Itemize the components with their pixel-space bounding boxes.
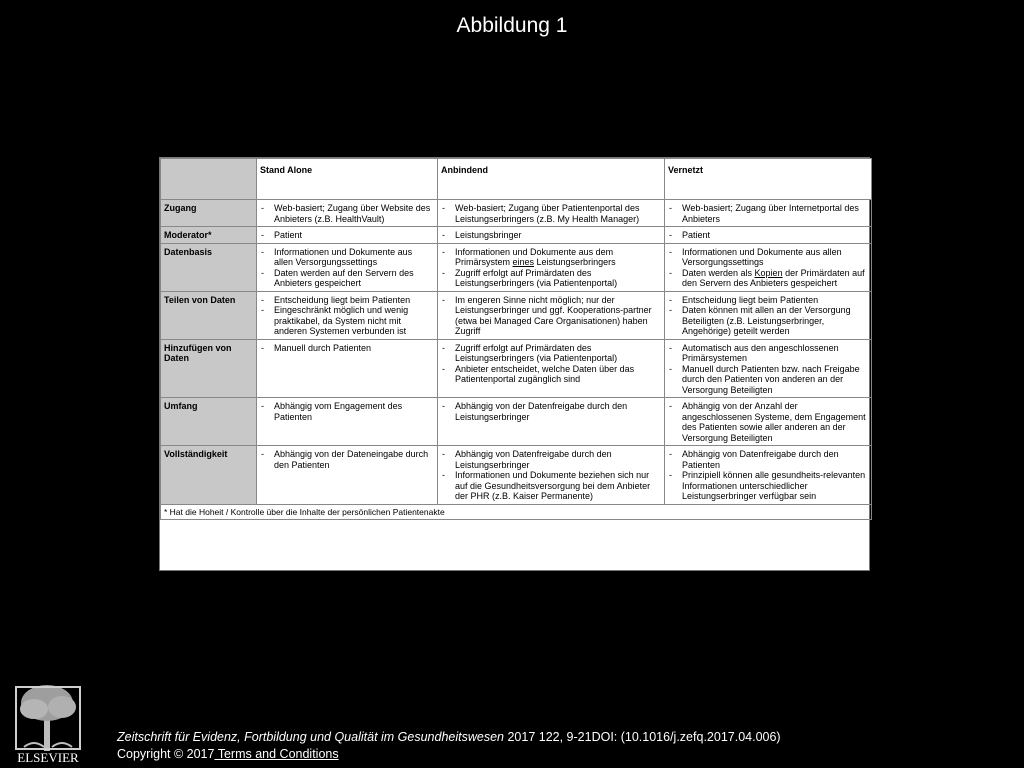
cell-stand-alone	[257, 200, 438, 227]
column-header-anbindend: Anbindend	[438, 159, 665, 200]
elsevier-logo	[10, 681, 86, 765]
corner-cell	[161, 159, 257, 200]
bullet-item: - Web-basiert; Zugang über Website des Anbieters (z.B. HealthVault)	[260, 203, 433, 224]
row-header: Teilen von Daten	[161, 291, 257, 339]
footnote-row	[161, 504, 872, 520]
underlined-word: eines	[512, 257, 535, 267]
underlined-word: Kopien	[754, 267, 783, 278]
bullet-item: - Daten werden auf den Servern des Anbieters gespeichert	[260, 268, 433, 289]
cell-vernetzt	[665, 291, 872, 339]
cell-stand-alone	[257, 398, 438, 446]
cell-vernetzt	[665, 398, 872, 446]
bullet-item: - Eingeschränkt möglich und wenig praktikabel, da System nicht mit anderen Systemen verbunden ist	[260, 305, 433, 337]
cell-anbindend	[438, 446, 665, 505]
bullet-list	[668, 401, 867, 443]
bullet-item: - Entscheidung liegt beim Patienten	[260, 295, 433, 306]
copyright-line	[117, 747, 339, 761]
bullet-item: - Daten werden als Kopien der Primärdaten auf den Servern des Anbieters gespeichert	[668, 268, 867, 289]
bullet-item: - Daten können mit allen an der Versorgung Beteiligten (z.B. Leistungserbringer, Angehörige) geteilt werden	[668, 305, 867, 337]
bullet-item: - Informationen und Dokumente beziehen sich nur auf die Gesundheitsversorgung bei dem Anbieter der PHR (z.B. Kaiser Permanente)	[441, 470, 660, 502]
cell-vernetzt	[665, 446, 872, 505]
table-row-datenbasis	[161, 243, 872, 291]
bullet-list	[260, 247, 433, 289]
cell-stand-alone	[257, 339, 438, 398]
cell-stand-alone	[257, 446, 438, 505]
cell-vernetzt	[665, 227, 872, 244]
header-row	[161, 159, 872, 200]
citation-details: 2017 122, 9-21DOI: (10.1016/j.zefq.2017.04.006)	[504, 730, 781, 744]
bullet-item: - Manuell durch Patienten bzw. nach Freigabe durch den Patienten von anderen an der Versorgung Beteiligten	[668, 364, 867, 396]
bullet-item: - Leistungsbringer	[441, 230, 660, 241]
bullet-item: - Zugriff erfolgt auf Primärdaten des Leistungserbringers (via Patientenportal)	[441, 343, 660, 364]
bullet-item: - Zugriff erfolgt auf Primärdaten des Leistungserbringers (via Patientenportal)	[441, 268, 660, 289]
bullet-item: - Prinzipiell können alle gesundheits-relevanten Informationen unterschiedlicher Leistungserbringer verfügbar sein	[668, 470, 867, 502]
citation-line	[117, 730, 781, 744]
bullet-item: - Abhängig von Datenfreigabe durch den Leistungserbringer	[441, 449, 660, 470]
table-row-vollstaendigkeit	[161, 446, 872, 505]
slide-title: Abbildung 1	[456, 14, 568, 37]
bullet-item: - Automatisch aus den angeschlossenen Primärsystemen	[668, 343, 867, 364]
bullet-list	[441, 343, 660, 385]
bullet-list	[441, 449, 660, 502]
bullet-item: - Abhängig von Datenfreigabe durch den Patienten	[668, 449, 867, 470]
bullet-item: - Abhängig von der Dateneingabe durch den Patienten	[260, 449, 433, 470]
bullet-list	[260, 449, 433, 470]
table-body	[161, 200, 872, 505]
cell-stand-alone	[257, 243, 438, 291]
column-header-vernetzt: Vernetzt	[665, 159, 872, 200]
bullet-list	[260, 401, 433, 422]
bullet-list	[441, 230, 660, 241]
bullet-item: - Abhängig vom Engagement des Patienten	[260, 401, 433, 422]
bullet-list	[668, 343, 867, 396]
cell-vernetzt	[665, 200, 872, 227]
bullet-list	[260, 295, 433, 337]
bullet-item: - Web-basiert; Zugang über Patientenportal des Leistungserbringers (z.B. My Health Manager)	[441, 203, 660, 224]
cell-anbindend	[438, 398, 665, 446]
bullet-item: - Patient	[668, 230, 867, 241]
bullet-list	[441, 247, 660, 289]
table-footnote: * Hat die Hoheit / Kontrolle über die Inhalte der persönlichen Patientenakte	[161, 504, 872, 520]
bullet-list	[668, 230, 867, 241]
table-row-hinzufuegen-von-daten	[161, 339, 872, 398]
row-header: Datenbasis	[161, 243, 257, 291]
bullet-list	[668, 295, 867, 337]
cell-anbindend	[438, 200, 665, 227]
bullet-list	[441, 401, 660, 422]
bullet-list	[260, 203, 433, 224]
bullet-list	[668, 203, 867, 224]
table-row-umfang	[161, 398, 872, 446]
cell-vernetzt	[665, 339, 872, 398]
bullet-list	[441, 203, 660, 224]
row-header: Umfang	[161, 398, 257, 446]
bullet-item: - Abhängig von der Anzahl der angeschlossenen Systeme, dem Engagement des Patienten sowie aller anderen an der Versorgung Beteiligten	[668, 401, 867, 443]
comparison-table	[160, 158, 872, 520]
bullet-item: - Web-basiert; Zugang über Internetportal des Anbieters	[668, 203, 867, 224]
bullet-item: - Patient	[260, 230, 433, 241]
comparison-table-figure	[159, 157, 870, 571]
row-header: Moderator*	[161, 227, 257, 244]
bullet-list	[668, 449, 867, 502]
terms-and-conditions-link[interactable]: Terms and Conditions	[214, 747, 339, 761]
bullet-item: - Informationen und Dokumente aus dem Primärsystem eines Leistungserbringers	[441, 247, 660, 268]
cell-anbindend	[438, 339, 665, 398]
column-header-stand-alone: Stand Alone	[257, 159, 438, 200]
bullet-item: - Informationen und Dokumente aus allen Versorgungssettings	[668, 247, 867, 268]
row-header: Hinzufügen von Daten	[161, 339, 257, 398]
cell-anbindend	[438, 243, 665, 291]
svg-text:ELSEVIER: ELSEVIER	[17, 750, 79, 765]
row-header: Vollständigkeit	[161, 446, 257, 505]
bullet-item: - Entscheidung liegt beim Patienten	[668, 295, 867, 306]
table-row-teilen-von-daten	[161, 291, 872, 339]
table-row-zugang	[161, 200, 872, 227]
cell-anbindend	[438, 227, 665, 244]
cell-stand-alone	[257, 291, 438, 339]
bullet-list	[260, 230, 433, 241]
table-row-moderator	[161, 227, 872, 244]
journal-name: Zeitschrift für Evidenz, Fortbildung und Qualität im Gesundheitswesen	[117, 730, 504, 744]
cell-vernetzt	[665, 243, 872, 291]
bullet-list	[260, 343, 433, 354]
bullet-item: - Im engeren Sinne nicht möglich; nur der Leistungserbringer und ggf. Kooperations-partner (etwa bei Managed Care Organisationen) haben Zugriff	[441, 295, 660, 337]
cell-anbindend	[438, 291, 665, 339]
bullet-list	[668, 247, 867, 289]
row-header: Zugang	[161, 200, 257, 227]
copyright-text: Copyright © 2017	[117, 747, 215, 761]
bullet-item: - Anbieter entscheidet, welche Daten über das Patientenportal zugänglich sind	[441, 364, 660, 385]
bullet-list	[441, 295, 660, 337]
tree-icon	[16, 685, 80, 751]
bullet-item: - Abhängig von der Datenfreigabe durch den Leistungserbringer	[441, 401, 660, 422]
bullet-item: - Manuell durch Patienten	[260, 343, 433, 354]
bullet-item: - Informationen und Dokumente aus allen Versorgungssettings	[260, 247, 433, 268]
cell-stand-alone	[257, 227, 438, 244]
